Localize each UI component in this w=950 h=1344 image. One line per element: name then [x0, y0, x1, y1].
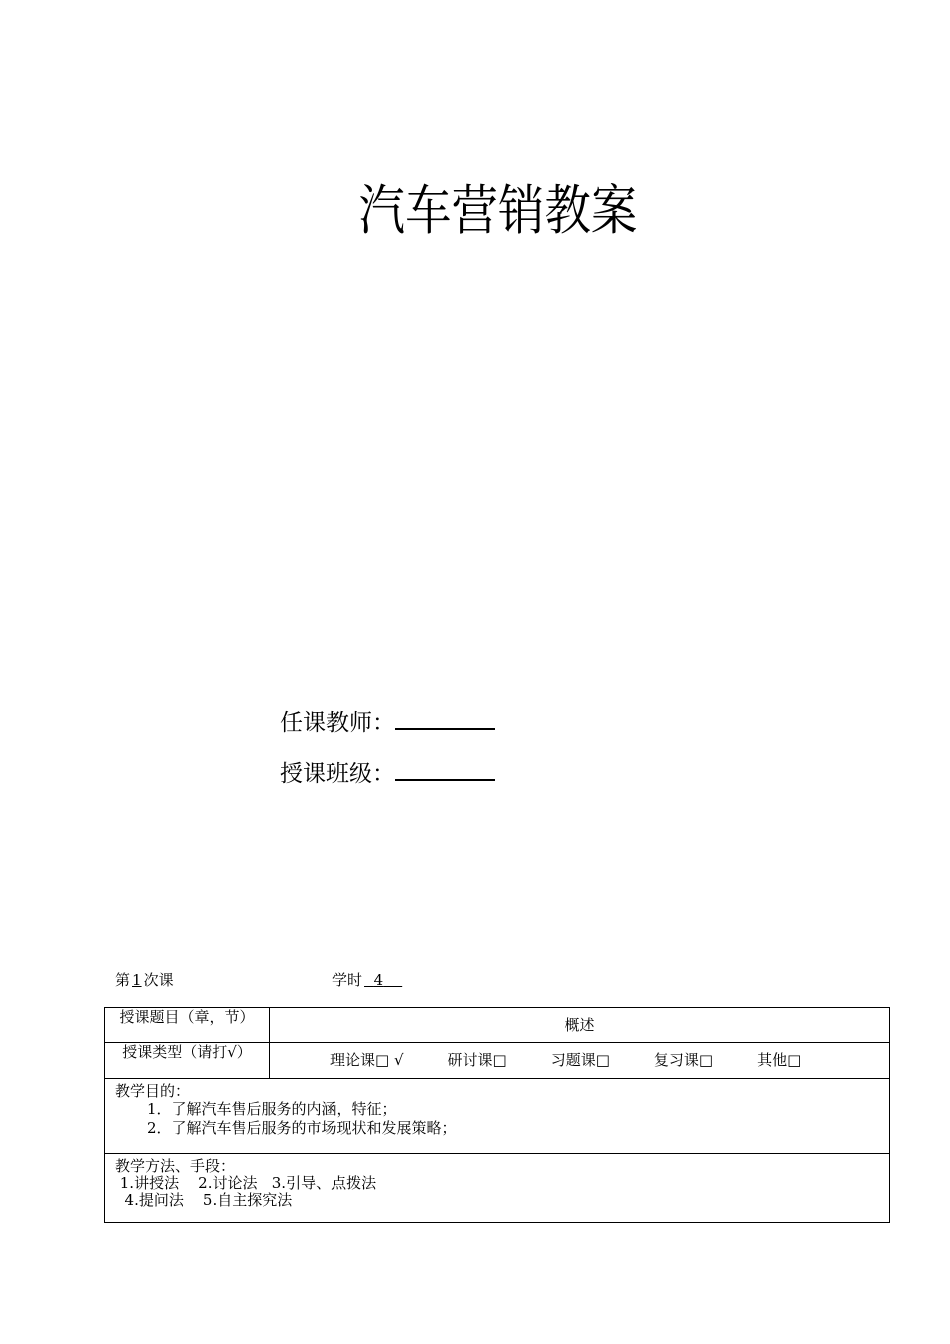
hours-info [332, 970, 404, 990]
type-option-other[interactable]: 其他□ [757, 1050, 802, 1069]
class-line [280, 757, 495, 789]
class-label: 授课班级： [280, 761, 395, 787]
document-title: 汽车营销教案 [358, 179, 638, 242]
session-suffix: 次课 [143, 971, 174, 989]
session-info [115, 970, 174, 990]
objectives-cell [105, 1079, 890, 1154]
type-option-review[interactable]: 复习课□ [653, 1050, 714, 1069]
hours-label: 学时 [332, 971, 363, 989]
methods-cell [105, 1154, 890, 1223]
methods-row [105, 1154, 890, 1223]
topic-value: 概述 [270, 1008, 890, 1043]
teacher-label: 任课教师： [280, 710, 395, 736]
topic-row [105, 1008, 890, 1043]
type-label: 授课类型（请打√） [105, 1043, 270, 1079]
session-prefix: 第 [115, 971, 131, 989]
class-blank[interactable] [395, 757, 495, 781]
objectives-row [105, 1079, 890, 1154]
type-option-exercise[interactable]: 习题课□ [550, 1050, 610, 1069]
objective-item: 2．了解汽车售后服务的市场现状和发展策略； [147, 1119, 457, 1137]
hours-value: 4 [373, 971, 384, 989]
topic-label: 授课题目（章，节） [105, 1008, 270, 1043]
type-row [105, 1043, 890, 1079]
methods-heading: 教学方法、手段： [115, 1157, 236, 1175]
lesson-plan-table [104, 1007, 890, 1223]
session-number: 1 [132, 971, 142, 989]
objective-item: 1．了解汽车售后服务的内涵，特征； [147, 1100, 397, 1118]
teacher-blank[interactable] [395, 706, 495, 730]
type-options-cell [270, 1043, 890, 1079]
type-option-seminar[interactable]: 研讨课□ [447, 1050, 507, 1069]
methods-line: 4.提问法 5.自主探究法 [115, 1191, 293, 1209]
teacher-line [280, 706, 495, 738]
type-option-theory[interactable]: 理论课□ √ [330, 1050, 404, 1069]
methods-line: 1.讲授法 2.讨论法 3.引导、点拨法 [115, 1174, 377, 1192]
objectives-heading: 教学目的： [115, 1082, 191, 1100]
